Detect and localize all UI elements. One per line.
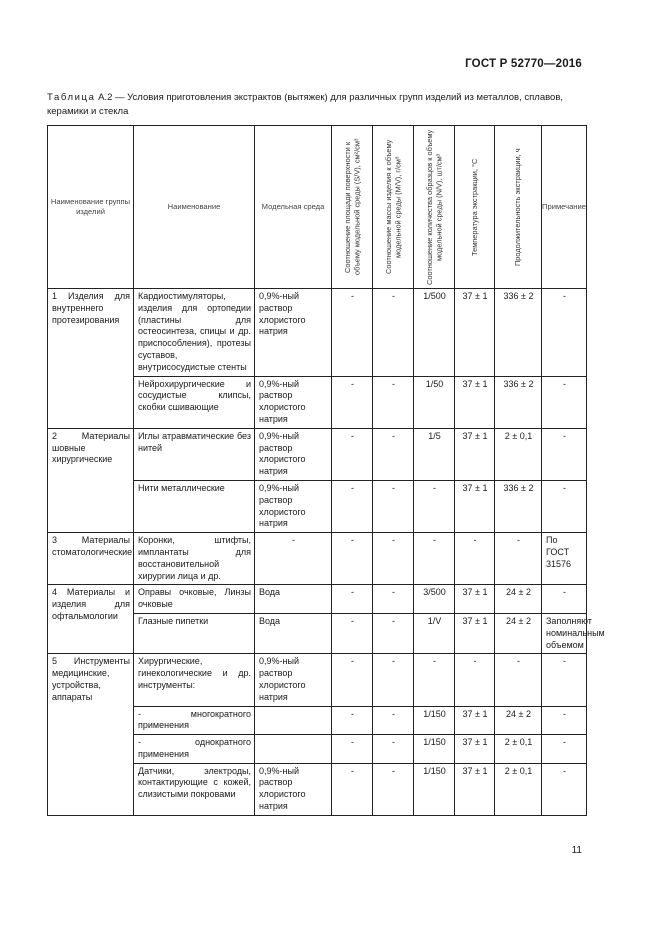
medium-cell: 0,9%-ный раствор хлористого натрия [255, 428, 332, 480]
mv-cell: - [373, 376, 414, 428]
col-header-mv: Соотношение массы изделия к объему модельной среды (M/V), г/см³ [373, 126, 414, 289]
duration-cell: 24 ± 2 [495, 613, 542, 653]
duration-cell: - [495, 654, 542, 706]
medium-cell: Вода [255, 613, 332, 653]
name-cell: Нейрохирургические и сосудистые клипсы, скобки сшивающие [134, 376, 255, 428]
col-header-group: Наименование группы изделий [48, 126, 134, 289]
nv-cell: 1/150 [414, 706, 455, 735]
temp-cell: 37 ± 1 [455, 585, 495, 614]
note-cell: - [542, 735, 587, 764]
sv-cell: - [332, 735, 373, 764]
note-cell: - [542, 706, 587, 735]
caption-label: Таблица [47, 92, 96, 103]
temp-cell: 37 ± 1 [455, 706, 495, 735]
duration-cell: 2 ± 0,1 [495, 428, 542, 480]
note-cell: Заполняют номинальным объемом [542, 613, 587, 653]
temp-cell: 37 ± 1 [455, 428, 495, 480]
name-cell: Нити металлические [134, 480, 255, 532]
medium-cell: 0,9%-ный раствор хлористого натрия [255, 654, 332, 706]
duration-cell: 336 ± 2 [495, 480, 542, 532]
standard-header: ГОСТ Р 52770—2016 [465, 58, 582, 70]
note-cell: - [542, 585, 587, 614]
sv-cell: - [332, 480, 373, 532]
table-row [48, 654, 587, 706]
name-cell: - однократного применения [134, 735, 255, 764]
sv-cell: - [332, 613, 373, 653]
temp-cell: - [455, 533, 495, 585]
group-cell: 1 Изделия для внутреннего протезирования [48, 289, 134, 429]
note-cell: - [542, 289, 587, 377]
name-cell: Коронки, штифты, имплантаты для восстановительной хирургии лица и др. [134, 533, 255, 585]
note-cell: - [542, 654, 587, 706]
duration-cell: 336 ± 2 [495, 289, 542, 377]
nv-cell: 3/500 [414, 585, 455, 614]
note-cell: По ГОСТ 31576 [542, 533, 587, 585]
mv-cell: - [373, 735, 414, 764]
nv-cell: 1/500 [414, 289, 455, 377]
sv-cell: - [332, 585, 373, 614]
note-cell: - [542, 428, 587, 480]
mv-cell: - [373, 289, 414, 377]
col-header-nv: Соотношение количества образцов к объему модельной среды (N/V), шт/см³ [414, 126, 455, 289]
duration-cell: 24 ± 2 [495, 706, 542, 735]
duration-cell: 2 ± 0,1 [495, 763, 542, 815]
mv-cell: - [373, 480, 414, 532]
caption-number: А.2 [98, 92, 113, 103]
medium-cell: 0,9%-ный раствор хлористого натрия [255, 289, 332, 377]
mv-cell: - [373, 428, 414, 480]
mv-cell: - [373, 654, 414, 706]
temp-cell: 37 ± 1 [455, 763, 495, 815]
nv-cell: - [414, 480, 455, 532]
note-cell: - [542, 763, 587, 815]
medium-cell: 0,9%-ный раствор хлористого натрия [255, 763, 332, 815]
sv-cell: - [332, 376, 373, 428]
name-cell: - многократного применения [134, 706, 255, 735]
name-cell: Оправы очковые, Линзы очковые [134, 585, 255, 614]
table-row [48, 585, 587, 614]
sv-cell: - [332, 428, 373, 480]
temp-cell: 37 ± 1 [455, 613, 495, 653]
conditions-table [47, 125, 605, 816]
mv-cell: - [373, 613, 414, 653]
header-row [48, 126, 587, 289]
sv-cell: - [332, 654, 373, 706]
duration-cell: 24 ± 2 [495, 585, 542, 614]
mv-cell: - [373, 585, 414, 614]
col-header-temp: Температура экстракции, °С [455, 126, 495, 289]
nv-cell: - [414, 533, 455, 585]
name-cell: Иглы атравматические без нитей [134, 428, 255, 480]
name-cell: Хирургические, гинекологические и др. инструменты: [134, 654, 255, 706]
medium-cell: 0,9%-ный раствор хлористого натрия [255, 376, 332, 428]
nv-cell: 1/5 [414, 428, 455, 480]
col-header-note: Примечание [542, 126, 587, 289]
nv-cell: - [414, 654, 455, 706]
page-number: 11 [571, 845, 582, 856]
caption-text: — Условия приготовления экстрактов (вытяжек) для различных групп изделий из металлов, сплавов, керамики и стекла [47, 92, 564, 117]
nv-cell: 1/150 [414, 763, 455, 815]
sv-cell: - [332, 289, 373, 377]
duration-cell: 336 ± 2 [495, 376, 542, 428]
table-row [48, 533, 587, 585]
mv-cell: - [373, 763, 414, 815]
medium-cell [255, 735, 332, 764]
sv-cell: - [332, 706, 373, 735]
note-cell: - [542, 480, 587, 532]
medium-cell: - [255, 533, 332, 585]
mv-cell: - [373, 533, 414, 585]
nv-cell: 1/50 [414, 376, 455, 428]
group-cell: 4 Материалы и изделия для офтальмологии [48, 585, 134, 654]
col-header-medium: Модельная среда [255, 126, 332, 289]
temp-cell: 37 ± 1 [455, 289, 495, 377]
group-cell: 3 Материалы стоматологические [48, 533, 134, 585]
temp-cell: 37 ± 1 [455, 735, 495, 764]
nv-cell: 1/150 [414, 735, 455, 764]
temp-cell: 37 ± 1 [455, 376, 495, 428]
medium-cell: Вода [255, 585, 332, 614]
name-cell: Глазные пипетки [134, 613, 255, 653]
medium-cell [255, 706, 332, 735]
col-header-duration: Продолжительность экстракции, ч [495, 126, 542, 289]
nv-cell: 1/V [414, 613, 455, 653]
duration-cell: - [495, 533, 542, 585]
col-header-sv: Соотношение площади поверхности к объему модельной среды (S/V), см²/см³ [332, 126, 373, 289]
note-cell: - [542, 376, 587, 428]
temp-cell: 37 ± 1 [455, 480, 495, 532]
col-header-name: Наименование [134, 126, 255, 289]
name-cell: Кардиостимуляторы, изделия для ортопедии (пластины для остеосинтеза, спицы и др. приспособления), протезы суставов, внутрисосудистые стенты [134, 289, 255, 377]
mv-cell: - [373, 706, 414, 735]
duration-cell: 2 ± 0,1 [495, 735, 542, 764]
medium-cell: 0,9%-ный раствор хлористого натрия [255, 480, 332, 532]
temp-cell: - [455, 654, 495, 706]
name-cell: Датчики, электроды, контактирующие с кожей, слизистыми покровами [134, 763, 255, 815]
group-cell: 2 Материалы шовные хирургические [48, 428, 134, 532]
sv-cell: - [332, 763, 373, 815]
group-cell: 5 Инструменты медицинские, устройства, аппараты [48, 654, 134, 816]
sv-cell: - [332, 533, 373, 585]
table-row [48, 289, 587, 377]
table-row [48, 428, 587, 480]
table-caption [47, 91, 587, 118]
